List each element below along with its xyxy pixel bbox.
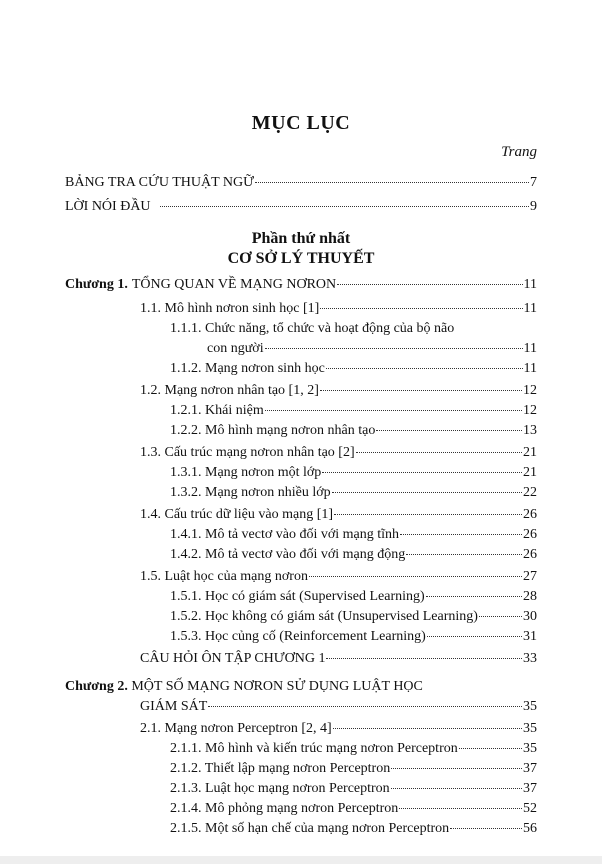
entry-page: 11: [523, 361, 537, 376]
entry-page: 13: [523, 423, 537, 438]
dot-leader: [332, 492, 522, 493]
dot-leader: [400, 534, 522, 535]
entry-label: 1.5.2. Học không có giám sát (Unsupervised Learning): [170, 609, 478, 624]
toc-entry-subsection[interactable]: [207, 340, 537, 358]
entry-label: LỜI NÓI ĐẦU: [65, 199, 151, 214]
part-heading: Phần thứ nhất: [251, 230, 351, 247]
entry-page: 26: [523, 547, 537, 562]
entry-page: 21: [523, 445, 537, 460]
entry-page: 22: [523, 485, 537, 500]
dot-leader: [309, 576, 522, 577]
dot-leader: [322, 472, 522, 473]
entry-label: 1.3.2. Mạng nơron nhiều lớp: [170, 485, 331, 500]
entry-page: 37: [523, 781, 537, 796]
entry-label: 1.3.1. Mạng nơron một lớp: [170, 465, 322, 480]
entry-page: 27: [523, 569, 537, 584]
toc-entry-section[interactable]: [140, 300, 537, 318]
chapter-prefix: Chương 2.: [65, 679, 128, 694]
toc-entry-subsection[interactable]: [170, 588, 537, 606]
entry-page: 52: [523, 801, 537, 816]
toc-entry-subsection[interactable]: [170, 740, 537, 758]
entry-page: 21: [523, 465, 537, 480]
toc-entry-subsection[interactable]: [170, 546, 537, 564]
toc-entry-section[interactable]: [140, 382, 537, 400]
entry-label: 1.2.2. Mô hình mạng nơron nhân tạo: [170, 423, 376, 438]
entry-page: 37: [523, 761, 537, 776]
toc-entry-subsection[interactable]: [170, 402, 537, 420]
dot-leader: [320, 308, 522, 309]
entry-page: 28: [523, 589, 537, 604]
part-subheading: CƠ SỞ LÝ THUYẾT: [227, 250, 375, 267]
toc-entry-subsection[interactable]: [170, 800, 537, 818]
toc-entry-subsection[interactable]: [170, 820, 537, 838]
entry-label: 2.1.3. Luật học mạng nơron Perceptron: [170, 781, 390, 796]
entry-label: 1.3. Cấu trúc mạng nơron nhân tạo [2]: [140, 445, 355, 460]
dot-leader: [406, 554, 522, 555]
toc-entry-subsection[interactable]: [170, 422, 537, 440]
dot-leader: [333, 728, 522, 729]
toc-entry-subsection[interactable]: [170, 464, 537, 482]
toc-entry-subsection[interactable]: [170, 760, 537, 778]
dot-leader: [356, 452, 522, 453]
dot-leader: [399, 808, 522, 809]
entry-page: 30: [523, 609, 537, 624]
toc-entry-preface[interactable]: [65, 198, 537, 216]
dot-leader: [391, 788, 522, 789]
entry-page: 7: [530, 175, 537, 190]
page-bottom-edge: [0, 856, 602, 864]
entry-page: 35: [523, 699, 537, 714]
entry-label: 2.1.1. Mô hình và kiến trúc mạng nơron Perceptron: [170, 741, 458, 756]
chapter-title: MỘT SỐ MẠNG NƠRON SỬ DỤNG LUẬT HỌC: [131, 679, 423, 694]
entry-page: 9: [530, 199, 537, 214]
entry-label: 1.4.2. Mô tả vectơ vào đối với mạng động: [170, 547, 406, 562]
entry-label: 1.4. Cấu trúc dữ liệu vào mạng [1]: [140, 507, 334, 522]
toc-title: MỤC LỤC: [251, 112, 351, 134]
entry-page: 12: [523, 403, 537, 418]
toc-entry-subsection[interactable]: [170, 526, 537, 544]
toc-entry-section[interactable]: [140, 720, 537, 738]
dot-leader: [208, 706, 522, 707]
toc-entry-glossary[interactable]: [65, 174, 537, 192]
dot-leader: [391, 768, 522, 769]
toc-entry-subsection[interactable]: [170, 360, 537, 378]
dot-leader: [427, 636, 522, 637]
dot-leader: [255, 182, 529, 183]
entry-label: 1.4.1. Mô tả vectơ vào đối với mạng tĩnh: [170, 527, 400, 542]
entry-page: 12: [523, 383, 537, 398]
entry-label: 1.2. Mạng nơron nhân tạo [1, 2]: [140, 383, 319, 398]
entry-label: 1.5. Luật học của mạng nơron: [140, 569, 308, 584]
toc-entry-chapter-2[interactable]: [140, 698, 537, 716]
entry-page: 11: [523, 277, 537, 292]
entry-label: 1.1.2. Mạng nơron sinh học: [170, 361, 325, 376]
entry-page: 56: [523, 821, 537, 836]
entry-label: 1.5.3. Học củng cố (Reinforcement Learning): [170, 629, 426, 644]
dot-leader: [459, 748, 522, 749]
toc-entry-section[interactable]: [140, 506, 537, 524]
entry-label: 2.1.5. Một số hạn chế của mạng nơron Perceptron: [170, 821, 450, 836]
dot-leader: [426, 596, 522, 597]
entry-label: 1.5.1. Học có giám sát (Supervised Learning): [170, 589, 425, 604]
toc-entry-section[interactable]: [140, 444, 537, 462]
toc-entry-subsection[interactable]: [170, 484, 537, 502]
toc-entry-chapter-2-first-line[interactable]: [65, 678, 423, 696]
entry-page: 26: [523, 507, 537, 522]
entry-label: 1.1. Mô hình nơron sinh học [1]: [140, 301, 320, 316]
toc-entry-subsection[interactable]: [170, 628, 537, 646]
dot-leader: [160, 206, 529, 207]
entry-label: BẢNG TRA CỨU THUẬT NGỮ: [65, 175, 254, 190]
toc-entry-subsection[interactable]: [170, 608, 537, 626]
chapter-title-continued: GIÁM SÁT: [140, 699, 208, 714]
dot-leader: [479, 616, 522, 617]
dot-leader: [265, 348, 523, 349]
toc-entry-review-questions[interactable]: [140, 650, 537, 668]
entry-label: 1.2.1. Khái niệm: [170, 403, 264, 418]
dot-leader: [265, 410, 522, 411]
entry-page: 11: [523, 341, 537, 356]
entry-page: 31: [523, 629, 537, 644]
entry-label: 2.1.2. Thiết lập mạng nơron Perceptron: [170, 761, 391, 776]
entry-page: 11: [523, 301, 537, 316]
entry-page: 26: [523, 527, 537, 542]
chapter-title: TỔNG QUAN VỀ MẠNG NƠRON: [131, 277, 337, 292]
entry-page: 35: [523, 721, 537, 736]
entry-label: con người: [207, 341, 264, 356]
dot-leader: [334, 514, 522, 515]
dot-leader: [450, 828, 522, 829]
dot-leader: [320, 390, 522, 391]
dot-leader: [326, 368, 523, 369]
dot-leader: [376, 430, 522, 431]
toc-entry-section[interactable]: [140, 568, 537, 586]
entry-label: CÂU HỎI ÔN TẬP CHƯƠNG 1: [140, 651, 326, 666]
entry-label: 2.1. Mạng nơron Perceptron [2, 4]: [140, 721, 332, 736]
entry-page: 35: [523, 741, 537, 756]
chapter-prefix: Chương 1.: [65, 277, 128, 292]
toc-entry-chapter-1[interactable]: [65, 276, 537, 294]
entry-page: 33: [523, 651, 537, 666]
toc-entry-subsection[interactable]: [170, 780, 537, 798]
dot-leader: [337, 284, 522, 285]
page-column-label: Trang: [501, 144, 537, 160]
dot-leader: [326, 658, 522, 659]
entry-label: 2.1.4. Mô phỏng mạng nơron Perceptron: [170, 801, 399, 816]
toc-entry-subsection-first-line[interactable]: 1.1.1. Chức năng, tổ chức và hoạt động của bộ não: [170, 321, 455, 336]
